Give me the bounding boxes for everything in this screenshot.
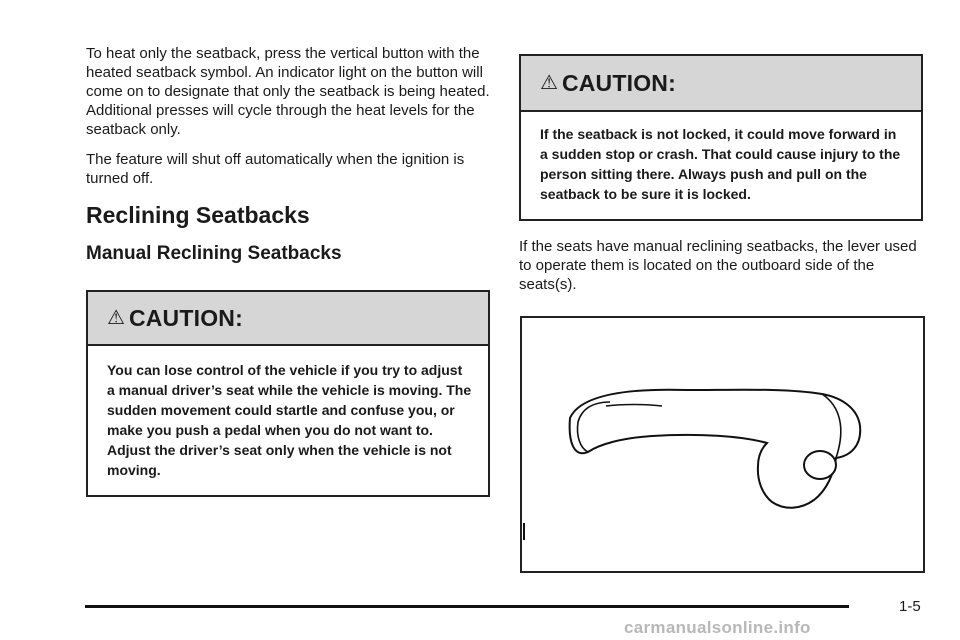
section-heading: Reclining Seatbacks [86,202,310,228]
warning-icon: ⚠ [540,72,558,94]
footer-rule [85,605,849,608]
caution-text: If the seatback is not locked, it could move forward in a sudden stop or crash. That could cause injury to the person sitting there. Always push and pull on the seatback to be sure it is locked. [540,126,901,202]
auto-shutoff-paragraph: The feature will shut off automatically when the ignition is turned off. [86,151,465,187]
caution-title: CAUTION: [561,69,676,96]
subsection-heading: Manual Reclining Seatbacks [86,243,342,264]
caution-box-seatback-lock [519,54,923,221]
page-number: 1-5 [899,598,921,615]
recline-lever-figure [520,316,925,573]
heated-seatback-paragraph: To heat only the seatback, press the vertical button with the heated seatback symbol. An indicator light on the button will come on to designate that only the seatback is being heated. Additional presses will cycle through the heat levels for the seatback only. [86,45,490,138]
right-column [519,54,923,305]
recline-lever-illustration [522,318,923,571]
caution-header [88,292,488,346]
caution-text: You can lose control of the vehicle if you try to adjust a manual driver’s seat while the vehicle is moving. The sudden movement could startle and confuse you, or make you push a pedal when you do not want to. Adjust the driver’s seat only when the vehicle is not moving. [107,362,472,478]
left-column [86,44,490,497]
warning-icon: ⚠ [107,307,125,329]
watermark: carmanualsonline.info [624,618,811,637]
lever-location-paragraph: If the seats have manual reclining seatbacks, the lever used to operate them is located on the outboard side of the seats(s). [519,238,917,293]
caution-box-driver-seat [86,290,490,497]
caution-header [521,56,921,112]
caution-title: CAUTION: [128,304,243,331]
